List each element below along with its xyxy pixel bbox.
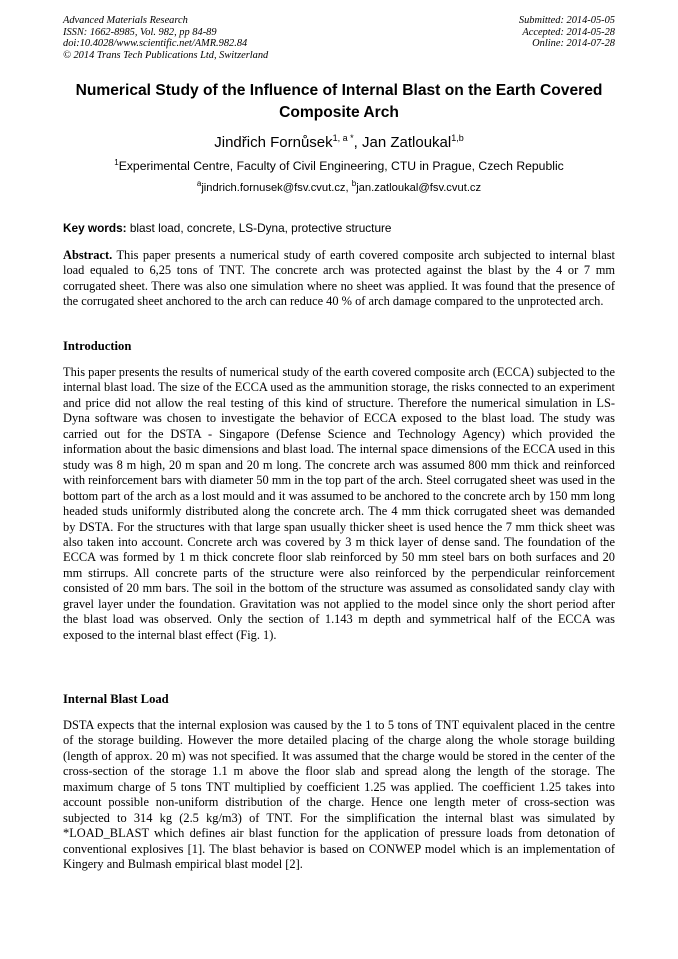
keywords: [63, 220, 615, 236]
date-submitted: Submitted: 2014-05-05: [518, 15, 615, 26]
journal-issn: ISSN: 1662-8985, Vol. 982, pp 84-89: [63, 26, 217, 38]
email-a-marker: a: [196, 179, 202, 188]
abstract: [63, 248, 615, 310]
abstract-label: Abstract.: [63, 248, 113, 262]
author-line: [40, 133, 638, 153]
paper-title: Numerical Study of the Influence of Internal Blast on the Earth Covered Composite Arch: [75, 82, 603, 121]
internal-blast-heading: Internal Blast Load: [63, 692, 169, 706]
affiliation-marker: 1: [114, 158, 119, 167]
email-b-marker: b: [351, 179, 357, 188]
journal-copyright: © 2014 Trans Tech Publications Ltd, Switzerland: [63, 49, 269, 61]
affiliation: [40, 158, 638, 174]
date-accepted: Accepted: 2014-05-28: [522, 26, 615, 38]
author-separator: ,: [353, 134, 362, 151]
internal-blast-body: DSTA expects that the internal explosion was caused by the 1 to 5 tons of TNT equivalent placed in the centre of the storage building. However the more detailed placing of the charge along the whole storage building (length of approx. 20 m) was not specified. It was assumed that the charge would be stored in the center of the cross-section of the storage 1.1 m above the floor slab and spread along the length of the storage. The maximum charge of 5 tons TNT multiplied by coefficient 1.25 was applied. The coefficient 1.25 takes into account possible non-uniform distribution of the charge. Hence one length meter of cross-section was subjected to 314 kg (2.5 kg/m3) of TNT. For the simplification the internal blast was simulated by *LOAD_BLAST which defines air blast function for the application of pressure loads from detonation of conventional explosives [1]. The blast behavior is based on CONWEP model which is an implementation of Kingery and Bulmash empirical blast model [2].: [63, 718, 615, 872]
email-b-link[interactable]: jan.zatloukal@fsv.cvut.cz: [356, 182, 482, 194]
journal-doi: doi:10.4028/www.scientific.net/AMR.982.84: [63, 38, 248, 50]
affiliation-text: Experimental Centre, Faculty of Civil Engineering, CTU in Prague, Czech Republic: [118, 159, 564, 173]
abstract-text: This paper presents a numerical study of earth covered composite arch subjected to internal blast load equaled to 6,25 tons of TNT. The concrete arch was protected against the blast by the 4 or 7 mm corrugated sheet. There was also one simulation where no sheet was applied. It was found that the presence of the corrugated sheet anchored to the arch can reduce 40 % of arch damage compared to the unprotected arch.: [63, 248, 615, 309]
email-a-link[interactable]: jindrich.fornusek@fsv.cvut.cz: [201, 182, 346, 194]
author-1-marker: 1, a *: [332, 133, 354, 143]
introduction-body: This paper presents the results of numerical study of the earth covered composite arch (ECCA) subjected to the internal blast load. The size of the ECCA used as the ammunition storage, the risks connected to an experiment and price did not allow the real testing of this kind of structure. Therefore the numerical simulation in LS-Dyna software was chosen to investigate the behavior of ECCA exposed to the blast load. The study was carried out for the DSTA - Singapore (Defense Science and Technology Agency) which provided the information about the basic dimensions and blast load. The internal space dimensions of the ECCA used in this study was 8 m high, 20 m span and 20 m long. The concrete arch was assumed 800 mm thick and reinforced with reinforcement bars with diameter 50 mm in the top part of the arch. Steel corrugated sheet was used in the bottom part of the arch as a lost mould and it was assumed to be anchored to the concrete arch by 150 mm long headed studs uniformly distributed along the concrete arch. The 4 mm thick corrugated sheet was demanded by DSTA. For the structures with that large span usually thicker sheet is used hence the 7 mm thick sheet was also taken into account. Concrete arch was covered by 3 m thick layer of dense sand. The foundation of the ECCA was formed by 1 m thick concrete floor slab reinforced by 50 mm steel bars on both surfaces and 20 mm stirrups. All concrete parts of the structure were also reinforced by the perpendicular reinforcement consisted of 20 mm bars. The soil in the bottom of the structure was assumed as consolidated sandy clay with gravel layer under the foundation. Gravitation was not applied to the model since only the short period after the blast load was observed. Only the section of 1.143 m depth and symmetrical half of the ECCA was exposed to the internal blast effect (Fig. 1).: [63, 365, 615, 642]
journal-info: [63, 15, 268, 61]
journal-name: Advanced Materials Research: [63, 15, 188, 26]
author-2-marker: 1,b: [451, 133, 464, 143]
author-2-name: Jan Zatloukal: [362, 134, 452, 151]
author-1-name: Jindřich Fornůsek: [214, 134, 333, 151]
keywords-text: blast load, concrete, LS-Dyna, protective structure: [126, 221, 392, 235]
date-online: Online: 2014-07-28: [532, 38, 615, 50]
publication-dates: [519, 15, 615, 50]
keywords-label: Key words:: [63, 221, 127, 235]
author-emails: [40, 180, 638, 196]
introduction-heading: Introduction: [63, 339, 132, 353]
email-separator: ,: [345, 182, 352, 194]
